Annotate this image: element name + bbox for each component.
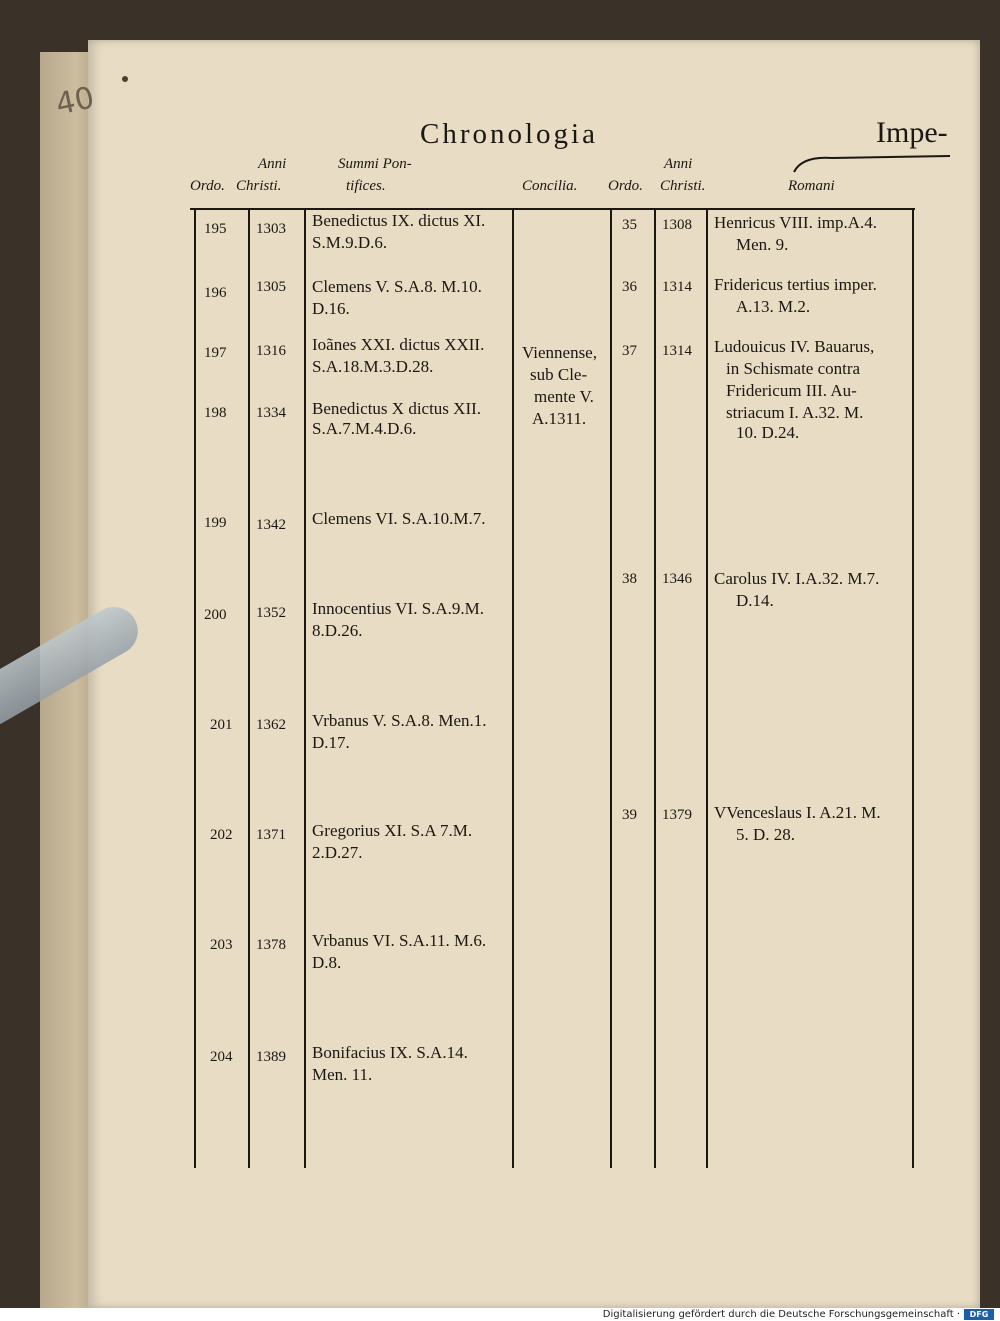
header-romani: Romani — [788, 178, 835, 194]
footer-credit: Digitalisierung gefördert durch die Deutsche Forschungsgemeinschaft · — [602, 1309, 960, 1320]
column-rule — [248, 208, 250, 1168]
pope-name: Innocentius VI. S.A.9.M. — [312, 599, 485, 618]
pope-name: Vrbanus VI. S.A.11. M.6. — [312, 931, 487, 950]
table-top-rule — [190, 208, 915, 210]
emperor-reign: A.13. M.2. — [736, 297, 811, 316]
pope-reign: S.A.7.M.4.D.6. — [312, 419, 417, 438]
concilium-line: mente V. — [534, 387, 594, 406]
column-rule — [512, 208, 514, 1168]
emperor-name: Fridericus tertius imper. — [714, 275, 877, 294]
header-christi: Christi. — [236, 178, 282, 194]
header-anni: Anni — [258, 156, 287, 172]
column-rule — [706, 208, 708, 1168]
pope-reign: Men. 11. — [312, 1065, 373, 1084]
emperor-year: 1314 — [662, 279, 692, 295]
emperor-ordo: 37 — [622, 343, 637, 359]
emperor-reign: in Schismate contra — [726, 359, 861, 378]
concilium-line: A.1311. — [532, 409, 587, 428]
pope-year: 1334 — [256, 405, 286, 421]
running-title: Chronologia — [420, 118, 598, 150]
concilium-line: sub Cle- — [530, 365, 588, 384]
pope-name: Clemens VI. S.A.10.M.7. — [312, 509, 486, 528]
pope-reign: S.A.18.M.3.D.28. — [312, 357, 434, 376]
emperor-year: 1346 — [662, 571, 692, 587]
pope-year: 1342 — [256, 517, 286, 533]
pope-year: 1316 — [256, 343, 286, 359]
header-anni-2: Anni — [664, 156, 693, 172]
pope-reign: D.8. — [312, 953, 342, 972]
emperor-ordo: 36 — [622, 279, 637, 295]
emperor-year: 1379 — [662, 807, 692, 823]
header-tifices: tifices. — [346, 178, 386, 194]
pope-name: Benedictus X dictus XII. — [312, 399, 482, 418]
margin-note: 40 — [52, 80, 98, 123]
header-flourish — [792, 150, 952, 180]
footer-bar — [0, 1308, 1000, 1321]
pope-ordo: 202 — [210, 827, 233, 843]
pope-ordo: 204 — [210, 1049, 233, 1065]
emperor-ordo: 39 — [622, 807, 637, 823]
pope-ordo: 199 — [204, 515, 227, 531]
emperor-ordo: 38 — [622, 571, 637, 587]
pope-year: 1371 — [256, 827, 286, 843]
pope-reign: D.17. — [312, 733, 350, 752]
column-rule — [610, 208, 612, 1168]
pope-ordo: 196 — [204, 285, 227, 301]
emperor-reign: 5. D. 28. — [736, 825, 796, 844]
pope-reign: 2.D.27. — [312, 843, 363, 862]
dfg-logo: DFG — [964, 1309, 994, 1320]
pope-name: Ioãnes XXI. dictus XXII. — [312, 335, 485, 354]
pope-name: Bonifacius IX. S.A.14. — [312, 1043, 468, 1062]
emperor-reign: Men. 9. — [736, 235, 789, 254]
pope-ordo: 198 — [204, 405, 227, 421]
header-christi-2: Christi. — [660, 178, 706, 194]
emperor-year: 1314 — [662, 343, 692, 359]
pope-year: 1352 — [256, 605, 286, 621]
column-rule — [912, 208, 914, 1168]
pope-name: Clemens V. S.A.8. M.10. — [312, 277, 482, 296]
emperor-name: Henricus VIII. imp.A.4. — [714, 213, 878, 232]
pope-reign: D.16. — [312, 299, 350, 318]
concilium-line: Viennense, — [522, 343, 597, 362]
emperor-name: VVenceslaus I. A.21. M. — [714, 803, 881, 822]
column-rule — [654, 208, 656, 1168]
pope-year: 1305 — [256, 279, 286, 295]
pope-reign: S.M.9.D.6. — [312, 233, 388, 252]
pope-year: 1378 — [256, 937, 286, 953]
pope-year: 1389 — [256, 1049, 286, 1065]
pope-ordo: 203 — [210, 937, 233, 953]
header-summi: Summi Pon- — [338, 156, 412, 172]
emperor-reign: 10. D.24. — [736, 423, 800, 442]
column-rule — [304, 208, 306, 1168]
ink-dot — [122, 76, 128, 82]
pope-ordo: 200 — [204, 607, 227, 623]
pope-year: 1362 — [256, 717, 286, 733]
emperor-name: Carolus IV. I.A.32. M.7. — [714, 569, 880, 588]
emperor-reign: striacum I. A.32. M. — [726, 403, 864, 422]
header-concilia: Concilia. — [522, 178, 578, 194]
emperor-ordo: 35 — [622, 217, 637, 233]
pope-year: 1303 — [256, 221, 286, 237]
pope-name: Vrbanus V. S.A.8. Men.1. — [312, 711, 487, 730]
emperor-name: Ludouicus IV. Bauarus, — [714, 337, 875, 356]
emperor-reign: Fridericum III. Au- — [726, 381, 857, 400]
running-title-right: Impe- — [876, 116, 948, 149]
pope-ordo: 197 — [204, 345, 227, 361]
header-ordo-2: Ordo. — [608, 178, 643, 194]
pope-ordo: 195 — [204, 221, 227, 237]
header-ordo: Ordo. — [190, 178, 225, 194]
emperor-reign: D.14. — [736, 591, 774, 610]
pope-reign: 8.D.26. — [312, 621, 363, 640]
emperor-year: 1308 — [662, 217, 692, 233]
column-rule — [194, 208, 196, 1168]
pope-ordo: 201 — [210, 717, 233, 733]
pope-name: Gregorius XI. S.A 7.M. — [312, 821, 473, 840]
pope-name: Benedictus IX. dictus XI. — [312, 211, 486, 230]
